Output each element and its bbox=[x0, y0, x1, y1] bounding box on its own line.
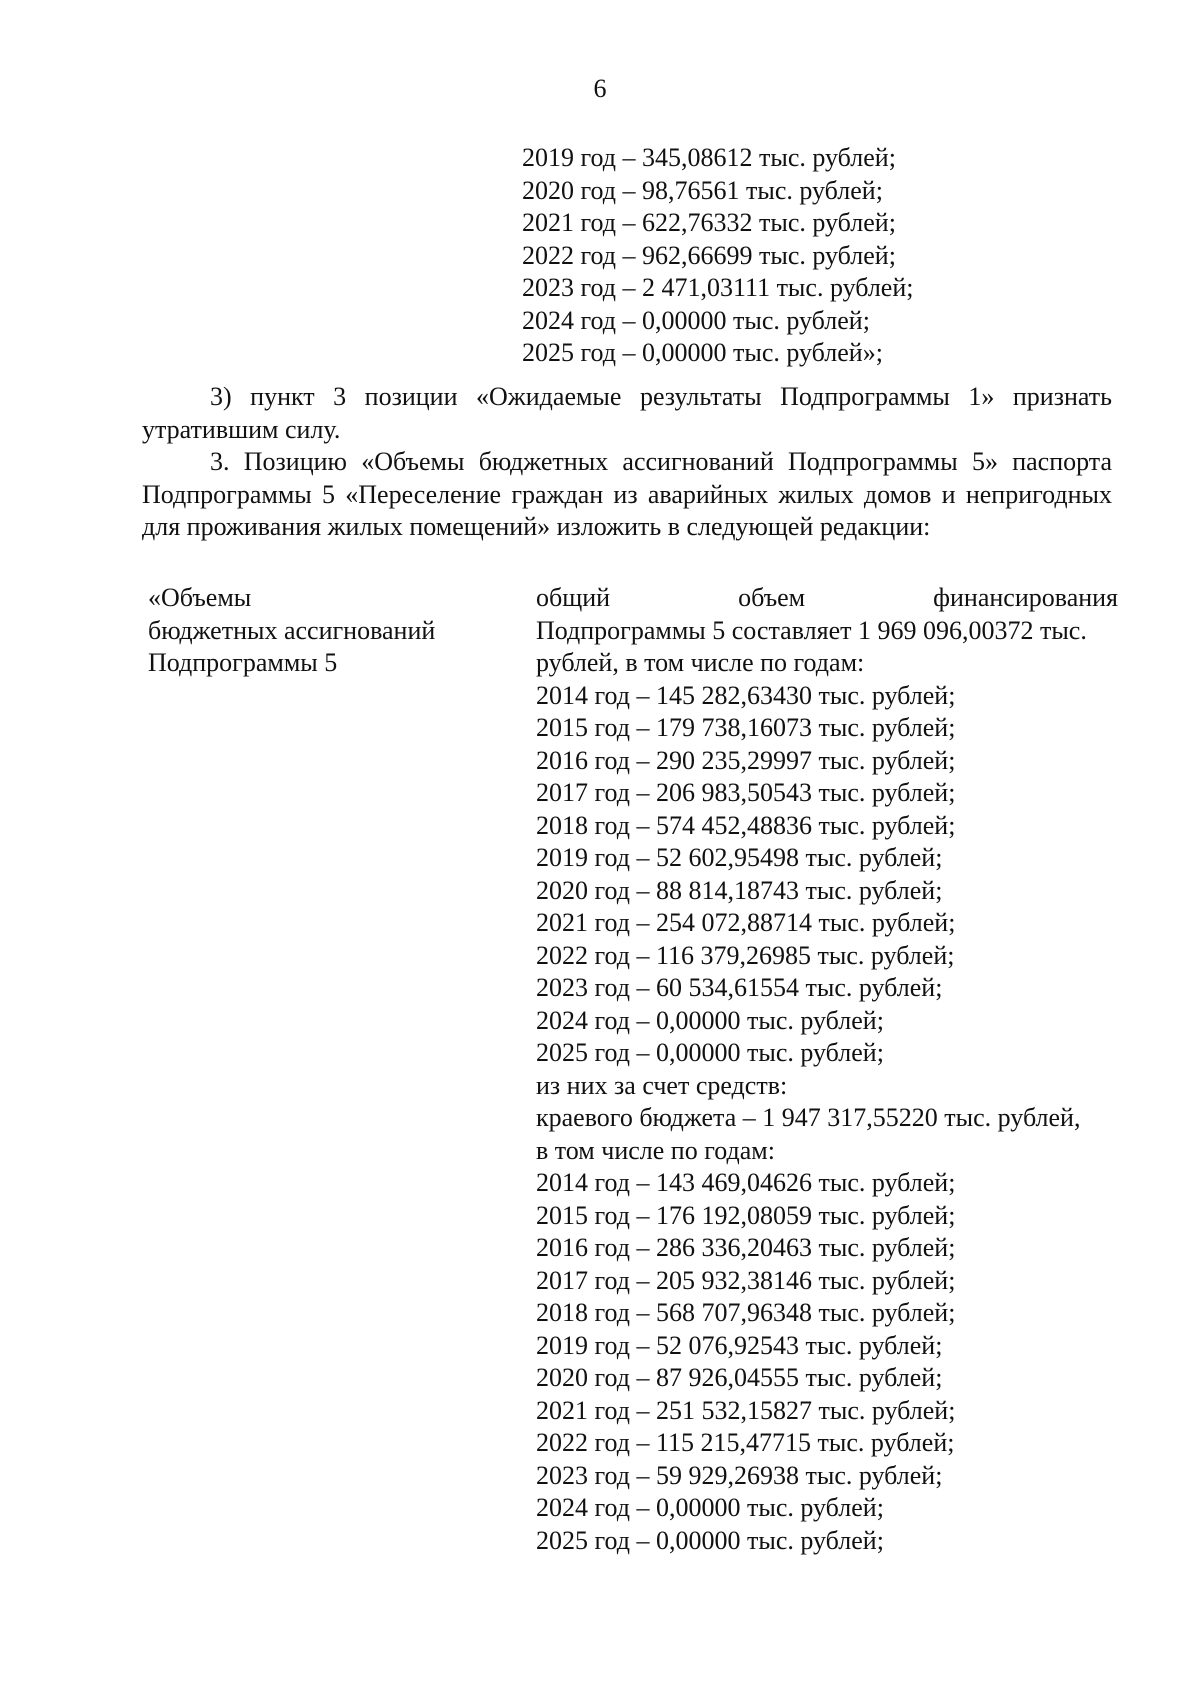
table-value-line: Подпрограммы 5 составляет 1 969 096,00372 тыс. bbox=[536, 615, 1087, 645]
body-paragraphs bbox=[142, 381, 1112, 544]
table-value-line: рублей, в том числе по годам: bbox=[536, 648, 865, 677]
table-value-line: из них за счет средств: bbox=[536, 1070, 788, 1100]
table-value-line: 2023 год – 59 929,26938 тыс. рублей; bbox=[536, 1460, 943, 1490]
table-value-line: 2018 год – 574 452,48836 тыс. рублей; bbox=[536, 810, 956, 840]
top-funding-list bbox=[522, 142, 1142, 370]
table-label-line: «Объемы bbox=[148, 583, 252, 612]
page-number: 6 bbox=[593, 74, 607, 103]
table-value-line: 2017 год – 205 932,38146 тыс. рублей; bbox=[536, 1265, 956, 1295]
table-value-line: 2015 год – 179 738,16073 тыс. рублей; bbox=[536, 713, 956, 742]
list-item: 2023 год – 2 471,03111 тыс. рублей; bbox=[522, 273, 914, 302]
table-value-line: 2020 год – 88 814,18743 тыс. рублей; bbox=[536, 875, 943, 905]
table-value-line: 2021 год – 251 532,15827 тыс. рублей; bbox=[536, 1395, 956, 1425]
table-value-line: 2014 год – 145 282,63430 тыс. рублей; bbox=[536, 680, 956, 710]
table-value-line: 2016 год – 290 235,29997 тыс. рублей; bbox=[536, 745, 956, 775]
table-value-line: 2019 год – 52 602,95498 тыс. рублей; bbox=[536, 843, 943, 872]
table-value-line: 2015 год – 176 192,08059 тыс. рублей; bbox=[536, 1200, 956, 1230]
list-item: 2024 год – 0,00000 тыс. рублей; bbox=[522, 305, 870, 335]
table-value-line: 2014 год – 143 469,04626 тыс. рублей; bbox=[536, 1168, 956, 1197]
table-right-column bbox=[536, 582, 1118, 1557]
table-value-line: в том числе по годам: bbox=[536, 1135, 775, 1165]
list-item: 2025 год – 0,00000 тыс. рублей»; bbox=[522, 338, 883, 367]
table-value-lines bbox=[536, 615, 1118, 1558]
word: общий bbox=[536, 583, 611, 612]
table-value-line: 2024 год – 0,00000 тыс. рублей; bbox=[536, 1493, 884, 1522]
word: финансирования bbox=[933, 583, 1119, 612]
table-value-line: 2016 год – 286 336,20463 тыс. рублей; bbox=[536, 1233, 956, 1262]
table-value-first-line bbox=[536, 582, 1118, 615]
list-item: 2019 год – 345,08612 тыс. рублей; bbox=[522, 143, 896, 172]
table-value-line: 2022 год – 116 379,26985 тыс. рублей; bbox=[536, 940, 955, 970]
table-value-line: 2022 год – 115 215,47715 тыс. рублей; bbox=[536, 1428, 955, 1457]
table-label-line: бюджетных ассигнований bbox=[148, 615, 436, 645]
table-value-line: 2019 год – 52 076,92543 тыс. рублей; bbox=[536, 1330, 943, 1360]
table-value-line: 2025 год – 0,00000 тыс. рублей; bbox=[536, 1038, 884, 1067]
paragraph-item-3: 3) пункт 3 позиции «Ожидаемые результаты Подпрограммы 1» признать утратившим силу. bbox=[142, 382, 1112, 444]
word: объем bbox=[738, 583, 806, 612]
list-item: 2020 год – 98,76561 тыс. рублей; bbox=[522, 175, 883, 205]
table-value-line: 2021 год – 254 072,88714 тыс. рублей; bbox=[536, 908, 956, 937]
table-value-line: краевого бюджета – 1 947 317,55220 тыс. рублей, bbox=[536, 1103, 1081, 1132]
list-item: 2022 год – 962,66699 тыс. рублей; bbox=[522, 240, 896, 270]
table-value-line: 2017 год – 206 983,50543 тыс. рублей; bbox=[536, 778, 956, 807]
table-value-line: 2025 год – 0,00000 тыс. рублей; bbox=[536, 1525, 884, 1555]
table-value-line: 2020 год – 87 926,04555 тыс. рублей; bbox=[536, 1363, 943, 1392]
table-value-line: 2018 год – 568 707,96348 тыс. рублей; bbox=[536, 1298, 956, 1327]
table-value-line: 2023 год – 60 534,61554 тыс. рублей; bbox=[536, 973, 943, 1002]
paragraph-position-3: 3. Позицию «Объемы бюджетных ассигнований Подпрограммы 5» паспорта Подпрограммы 5 «Переселение граждан из аварийных жилых домов и непригодных для проживания жилых помещений» изложить в следующей редакции: bbox=[142, 447, 1112, 541]
table-left-column bbox=[148, 582, 508, 680]
list-item: 2021 год – 622,76332 тыс. рублей; bbox=[522, 208, 896, 237]
table-value-line: 2024 год – 0,00000 тыс. рублей; bbox=[536, 1005, 884, 1035]
table-label-line: Подпрограммы 5 bbox=[148, 648, 338, 677]
